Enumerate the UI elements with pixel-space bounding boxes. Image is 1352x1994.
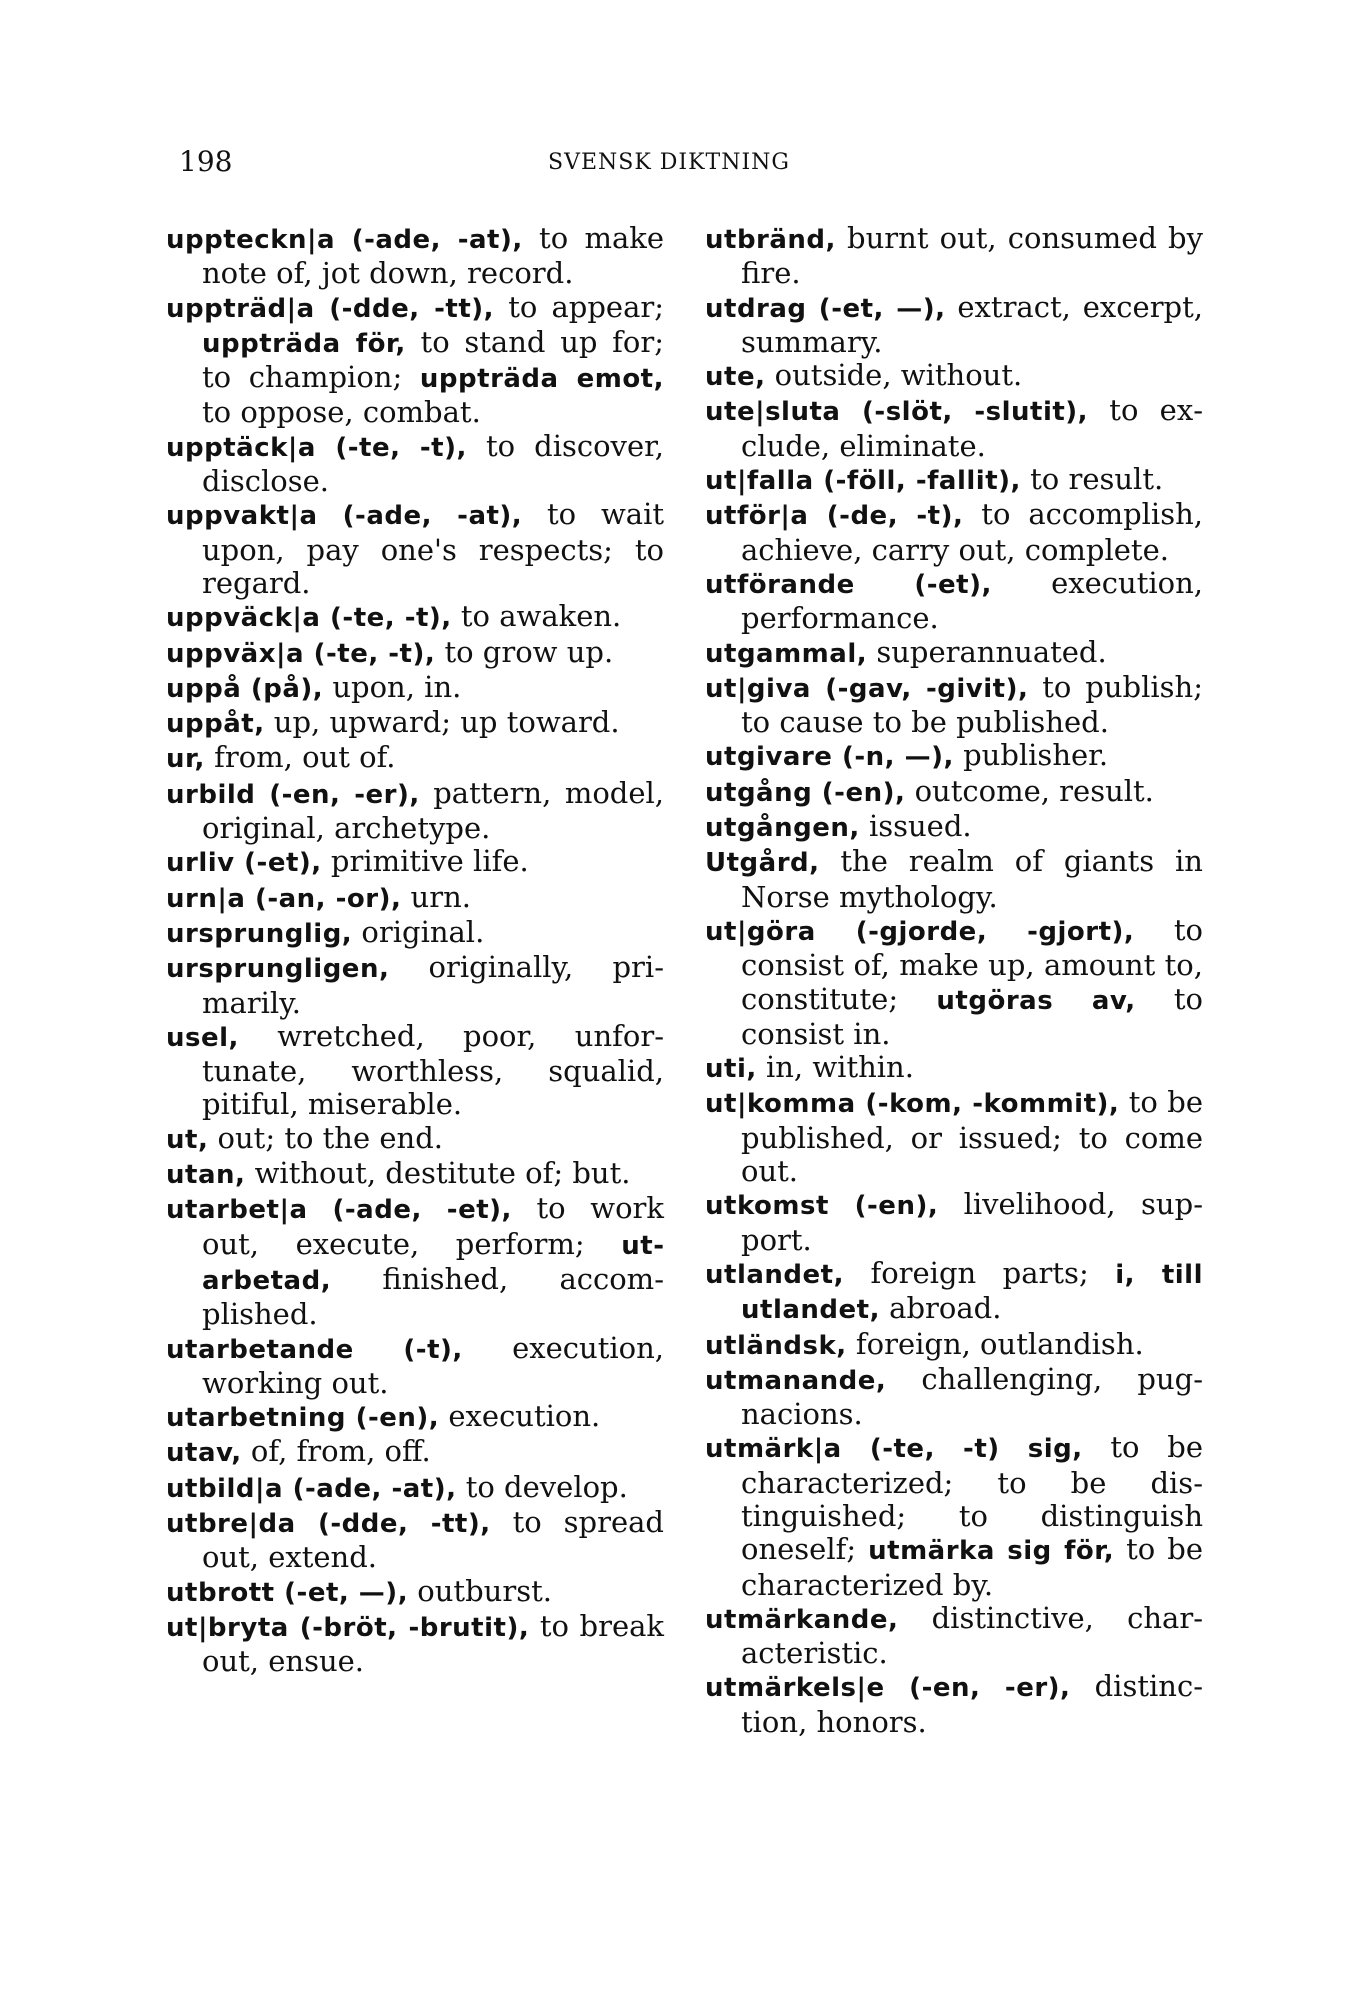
dictionary-entry [166,1506,664,1575]
headword: uti, [705,1054,757,1085]
grammar-forms: (-gav, -givit), [810,673,1029,704]
grammar-forms: (-dde, -tt), [295,1508,491,1539]
dictionary-entry [705,1328,1203,1363]
definition: to be characterized by. [741,1532,1203,1602]
definition: to oppose, combat. [202,395,481,430]
grammar-forms: (på), [241,673,324,704]
definition: without, destitute of; but. [245,1156,631,1191]
dictionary-entry [705,636,1203,671]
definition: outcome, result. [905,773,1154,808]
headword: upptäck|a [166,432,316,463]
grammar-forms: (-et), [854,569,992,600]
dictionary-entry [166,845,664,880]
sub-headword: i, till utlandet, [741,1259,1203,1326]
dictionary-entry [166,881,664,916]
definition: execution, working out. [202,1330,664,1400]
grammar-forms: (-n, —), [832,742,954,773]
dictionary-entry [166,1122,664,1157]
definition: to consist of, make up, amount to, constitute; [741,912,1203,1016]
headword: utan, [166,1160,246,1191]
definition: to exclude, eliminate. [741,393,1203,463]
definition: to spread out, extend. [202,1504,664,1575]
grammar-forms: (-en), [828,1191,939,1222]
dictionary-entry [166,706,664,741]
grammar-forms: (-ade, -et), [307,1195,512,1226]
headword: ut|komma [705,1089,856,1120]
grammar-forms: (-de, -t), [808,501,964,532]
dictionary-entry [166,1332,664,1401]
headword: utgången, [705,813,860,844]
definition: to develop. [456,1469,628,1504]
dictionary-entry [166,1471,664,1506]
definition: urn. [401,879,471,914]
definition: originally, primarily. [202,950,664,1020]
definition: distinction, honors. [741,1669,1203,1739]
definition: up, upward; up toward. [264,705,620,740]
grammar-forms: (-gjorde, -gjort), [815,916,1135,947]
dictionary-entry [705,359,1203,394]
headword: utarbet|a [166,1195,308,1226]
headword: utmärkels|e [705,1673,885,1704]
dictionary-entry [705,567,1203,636]
definition: in, within. [756,1050,914,1085]
dictionary-entry [705,845,1203,914]
definition: to appear; [494,289,664,324]
headword: uppåt, [166,709,265,740]
definition: to consist in. [741,981,1203,1051]
definition: to awaken. [451,599,622,634]
headword: utgivare [705,742,833,773]
definition: challenging, pugnacions. [741,1361,1203,1432]
definition: outside, without. [765,358,1023,393]
grammar-forms: (-an, -or), [245,883,402,914]
sub-headword: utmärka sig för, [868,1536,1115,1567]
definition: to be characterized; to be distinguished; to distinguish oneself; [741,1430,1203,1567]
dictionary-entry [705,1086,1203,1188]
definition: to discover, disclose. [202,428,664,499]
headword: utarbetning [166,1403,347,1434]
grammar-forms: (-en, -er), [884,1673,1071,1704]
headword: utmärkande, [705,1604,899,1635]
dictionary-entry [166,741,664,776]
headword: utav, [166,1438,242,1469]
headword: uppträd|a [166,293,315,324]
headword: utdrag [705,293,807,324]
sub-headword: utgöras av, [936,985,1136,1016]
headword: utbrott [166,1577,275,1608]
left-column [166,222,664,1678]
grammar-forms: (-t), [353,1334,463,1365]
headword: utgång [705,777,813,808]
dictionary-entry [705,222,1203,291]
headword: uppvakt|a [166,501,318,532]
headword: utländsk, [705,1330,847,1361]
definition: original. [352,914,485,949]
headword: uppväck|a [166,603,321,634]
dictionary-entry [166,1192,664,1331]
headword: utlandet, [705,1259,844,1290]
definition: execution, performance. [741,565,1203,636]
headword: ut|giva [705,673,811,704]
definition: the realm of giants in Norse mythology. [741,844,1203,914]
definition: out; to the end. [208,1120,443,1155]
definition: extract, excerpt, summary. [741,289,1203,359]
headword: urbild [166,779,256,810]
dictionary-entry [705,394,1203,463]
grammar-forms: (-en, -er), [255,779,420,810]
grammar-forms: (-slöt, -slutit), [840,397,1089,428]
definition: to stand up for; to champion; [202,324,664,395]
dictionary-entry [705,671,1203,740]
page-number: 198 [179,145,233,178]
definition: primitive life. [321,844,529,879]
definition: to wait upon, pay one's respects; to regard. [202,497,664,600]
definition: issued. [859,809,972,844]
dictionary-entry [166,291,664,430]
dictionary-entry [166,777,664,846]
dictionary-entry [705,1363,1203,1432]
definition: outburst. [408,1573,552,1608]
headword: ut|falla [705,466,814,497]
grammar-forms: (-bröt, -brutit), [288,1612,530,1643]
headword: uppteckn|a [166,225,336,255]
definition: wretched, poor, unfortunate, worthless, squalid, pitiful, miserable. [202,1018,664,1122]
definition: abroad. [879,1291,1002,1326]
definition: distinctive, characteristic. [741,1600,1203,1671]
dictionary-entry [166,916,664,951]
headword: ute, [705,362,766,393]
definition: to publish; to cause to be published. [741,669,1203,740]
right-column [705,222,1203,1739]
dictionary-entry [705,1051,1203,1086]
dictionary-entry [705,498,1203,567]
headword: ute|sluta [705,397,841,428]
definition: to result. [1020,462,1164,497]
headword: urliv [166,848,235,879]
headword: utbre|da [166,1508,296,1539]
definition: finished, accomplished. [202,1261,664,1332]
headword: ursprunglig, [166,918,353,949]
dictionary-entry [166,430,664,499]
definition: foreign parts; [843,1255,1116,1290]
headword: utkomst [705,1191,829,1222]
sub-headword: uppträda emot, [419,364,664,395]
definition: to accomplish, achieve, carry out, complete. [741,497,1203,567]
headword: ut|bryta [166,1612,289,1643]
grammar-forms: (-et, —), [806,293,946,324]
headword: urn|a [166,883,246,914]
dictionary-entry [705,1188,1203,1257]
headword: utbränd, [705,225,836,255]
headword: ut, [166,1124,209,1155]
definition: to work out, execute, perform; [202,1191,664,1261]
dictionary-entry [166,636,664,671]
headword: usel, [166,1022,239,1053]
definition: from, out of. [204,740,396,775]
dictionary-entry [705,739,1203,774]
headword: uppväx|a [166,638,305,669]
grammar-forms: (-ade, -at), [317,501,523,532]
dictionary-entry [705,810,1203,845]
dictionary-entry [166,1020,664,1122]
grammar-forms: (-föll, -fallit), [813,466,1021,497]
definition: foreign, outlandish. [846,1326,1144,1361]
grammar-forms: (-et, —), [274,1577,409,1608]
definition: pattern, model, original, archetype. [202,775,664,846]
dictionary-entry [166,1610,664,1679]
definition: burnt out, consumed by fire. [741,221,1203,291]
headword: utför|a [705,501,809,532]
grammar-forms: (-te, -t), [320,603,452,634]
definition: to break out, ensue. [202,1608,664,1679]
grammar-forms: (-kom, -kommit), [855,1089,1120,1120]
headword: uppå [166,673,242,704]
dictionary-entry [705,1257,1203,1328]
definition: of, from, off. [241,1434,431,1469]
headword: utmärk|a [705,1434,842,1465]
headword: utförande [705,569,855,600]
headword: utarbetande [166,1334,354,1365]
definition: superannuated. [867,634,1107,669]
sub-headword: uppträda för, [202,328,406,359]
dictionary-entry [705,1670,1203,1739]
definition: livelihood, support. [741,1187,1203,1257]
definition: to make note of, jot down, record. [202,221,665,291]
definition: publisher. [953,738,1109,773]
dictionary-entry [166,498,664,600]
dictionary-entry [166,671,664,706]
dictionary-entry [166,951,664,1020]
dictionary-entry [166,1575,664,1610]
dictionary-entry [705,1602,1203,1671]
sub-headword: utarbetad, [202,1230,664,1296]
definition: to be published, or issued; to come out. [741,1085,1204,1189]
headword: ursprungligen, [166,954,390,985]
grammar-forms: (-te, -t), [315,432,467,463]
grammar-forms: (-en), [346,1403,440,1434]
grammar-forms: (-et), [234,848,322,879]
grammar-forms: (-ade, -at), [283,1473,457,1504]
dictionary-entry [166,600,664,635]
dictionary-entry [705,291,1203,360]
grammar-forms: (-te, -t) sig, [841,1434,1083,1465]
headword: Utgård, [705,848,820,879]
dictionary-entry [166,1435,664,1470]
definition: to grow up. [435,634,614,669]
dictionary-entry [705,1431,1203,1601]
grammar-forms: (-en), [812,777,906,808]
definition: upon, in. [323,669,462,704]
headword: utgammal, [705,638,868,669]
headword: ur, [166,744,205,775]
headword: utbild|a [166,1473,284,1504]
dictionary-entry [705,775,1203,810]
headword: ut|göra [705,916,816,947]
dictionary-entry [166,1400,664,1435]
grammar-forms: (-dde, -tt), [314,293,495,324]
dictionary-entry [166,1157,664,1192]
headword: utmanande, [705,1365,887,1396]
grammar-forms: (-te, -t), [304,638,436,669]
grammar-forms: (-ade, -at), [335,225,523,255]
dictionary-entry [166,222,664,291]
dictionary-entry [705,914,1203,1051]
running-title: SVENSK DIKTNING [548,150,790,175]
definition: execution. [439,1399,601,1434]
dictionary-entry [705,463,1203,498]
